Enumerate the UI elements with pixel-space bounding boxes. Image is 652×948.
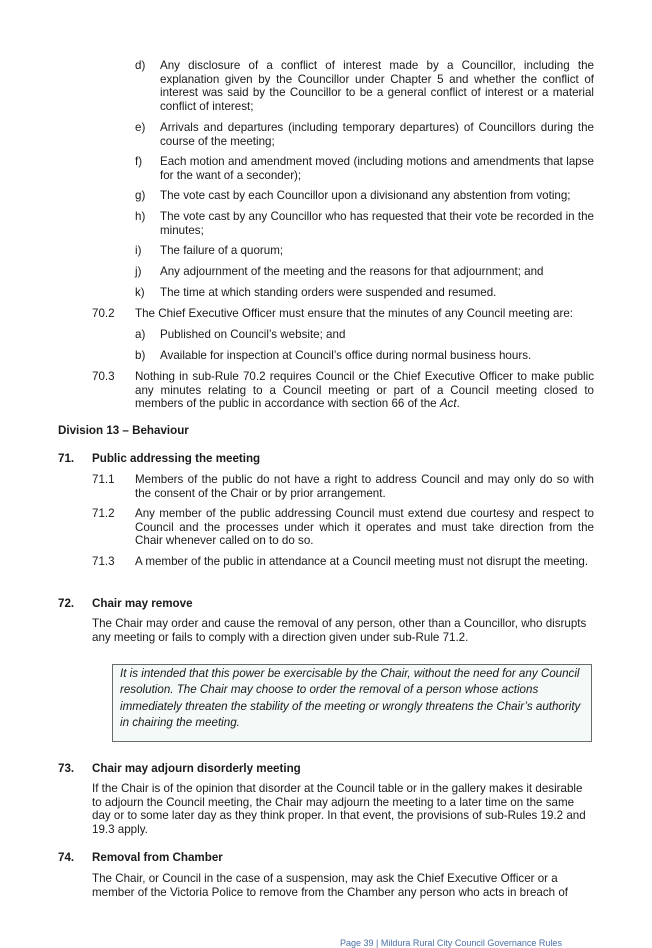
rule-text-end: . bbox=[456, 397, 460, 411]
item-label: f) bbox=[135, 155, 143, 168]
item-text: The vote cast by each Councillor upon a divisionand any abstention from voting; bbox=[160, 189, 571, 202]
division-heading: Division 13 – Behaviour bbox=[58, 424, 189, 437]
list-item bbox=[135, 189, 594, 203]
note-box: It is intended that this power be exercisable by the Chair, without the need for any Council resolution. The Chair may choose to order the removal of a person whose actions immediately threaten the stability of the meeting or wrongly threatens the Chair’s authority in chairing the meeting. bbox=[112, 664, 592, 742]
rule-71-title: Public addressing the meeting bbox=[92, 452, 261, 465]
list-item bbox=[135, 328, 594, 342]
item-label: k) bbox=[135, 286, 145, 299]
rule-71-1 bbox=[92, 473, 594, 500]
item-label: g) bbox=[135, 189, 146, 202]
item-text: Any adjournment of the meeting and the reasons for that adjournment; and bbox=[160, 265, 544, 278]
rule-number: 71.1 bbox=[92, 473, 115, 486]
item-label: h) bbox=[135, 210, 146, 223]
rule-71-3 bbox=[92, 555, 594, 569]
item-text: Available for inspection at Council’s office during normal business hours. bbox=[160, 349, 532, 362]
rule-number: 70.2 bbox=[92, 307, 115, 320]
list-item bbox=[135, 349, 594, 363]
list-item bbox=[135, 155, 594, 182]
item-label: i) bbox=[135, 244, 142, 257]
list-item bbox=[135, 244, 594, 258]
rule-71-number: 71. bbox=[58, 452, 75, 465]
rule-70-3 bbox=[92, 370, 594, 411]
item-text: The vote cast by any Councillor who has requested that their vote be recorded in the minutes; bbox=[160, 210, 594, 237]
item-label: a) bbox=[135, 328, 146, 341]
rule-72-number: 72. bbox=[58, 597, 75, 610]
rule-74-text: The Chair, or Council in the case of a suspension, may ask the Chief Executive Officer or a member of the Victoria Police to remove from the Chamber any person who acts in breach of bbox=[92, 872, 569, 899]
item-label: d) bbox=[135, 59, 146, 72]
item-label: b) bbox=[135, 349, 146, 362]
rule-text: A member of the public in attendance at a Council meeting must not disrupt the meeting. bbox=[135, 555, 589, 568]
item-text: Each motion and amendment moved (including motions and amendments that lapse for the want of a seconder); bbox=[160, 155, 594, 182]
rule-73-number: 73. bbox=[58, 762, 75, 775]
rule-number: 71.3 bbox=[92, 555, 115, 568]
rule-72-title: Chair may remove bbox=[92, 597, 193, 610]
list-item bbox=[135, 210, 594, 237]
rule-text bbox=[135, 370, 594, 411]
item-label: j) bbox=[135, 265, 142, 278]
item-label: e) bbox=[135, 121, 146, 134]
item-text: The time at which standing orders were suspended and resumed. bbox=[160, 286, 497, 299]
item-text: Any disclosure of a conflict of interest made by a Councillor, including the explanation given by the Councillor under Chapter 5 and whether the conflict of interest was said by the Councillor to be a general conflict of interest or a material conflict of interest; bbox=[160, 59, 594, 113]
rule-number: 71.2 bbox=[92, 507, 115, 520]
rule-number: 70.3 bbox=[92, 370, 115, 383]
rule-text: Any member of the public addressing Council must extend due courtesy and respect to Council and the processes under which it operates and must take direction from the Chair whenever called on to do so. bbox=[135, 507, 594, 548]
item-text: Published on Council’s website; and bbox=[160, 328, 346, 341]
rule-73-text: If the Chair is of the opinion that disorder at the Council table or in the gallery makes it desirable to adjourn the Council meeting, the Chair may adjourn the meeting to a later time on the same day or to some later day as they think proper. In that event, the provisions of sub-Rules 19.2 and 19.3 apply. bbox=[92, 782, 586, 836]
rule-text-main: Nothing in sub-Rule 70.2 requires Council or the Chief Executive Officer to make public any minutes relating to a Council meeting or part of a Council meeting closed to members of the public in accordance with section 66 of the bbox=[135, 370, 594, 411]
rule-73-title: Chair may adjourn disorderly meeting bbox=[92, 762, 301, 775]
rule-71-2 bbox=[92, 507, 594, 548]
rule-text: Members of the public do not have a right to address Council and may only do so with the consent of the Chair or by prior arrangement. bbox=[135, 473, 594, 500]
list-item bbox=[135, 265, 594, 279]
list-item bbox=[135, 121, 594, 148]
page-footer: Page 39 | Mildura Rural City Council Governance Rules bbox=[340, 938, 562, 948]
rule-text: The Chief Executive Officer must ensure that the minutes of any Council meeting are: bbox=[135, 307, 573, 320]
rule-74-number: 74. bbox=[58, 851, 75, 864]
item-text: Arrivals and departures (including temporary departures) of Councillors during the course of the meeting; bbox=[160, 121, 594, 148]
rule-70-2 bbox=[92, 307, 594, 321]
rule-72-text: The Chair may order and cause the removal of any person, other than a Councillor, who disrupts any meeting or fails to comply with a direction given under sub-Rule 71.2. bbox=[92, 617, 587, 644]
list-item bbox=[135, 286, 594, 300]
act-reference: Act bbox=[439, 397, 457, 411]
list-item bbox=[135, 59, 594, 113]
rule-74-title: Removal from Chamber bbox=[92, 851, 223, 864]
item-text: The failure of a quorum; bbox=[160, 244, 284, 257]
